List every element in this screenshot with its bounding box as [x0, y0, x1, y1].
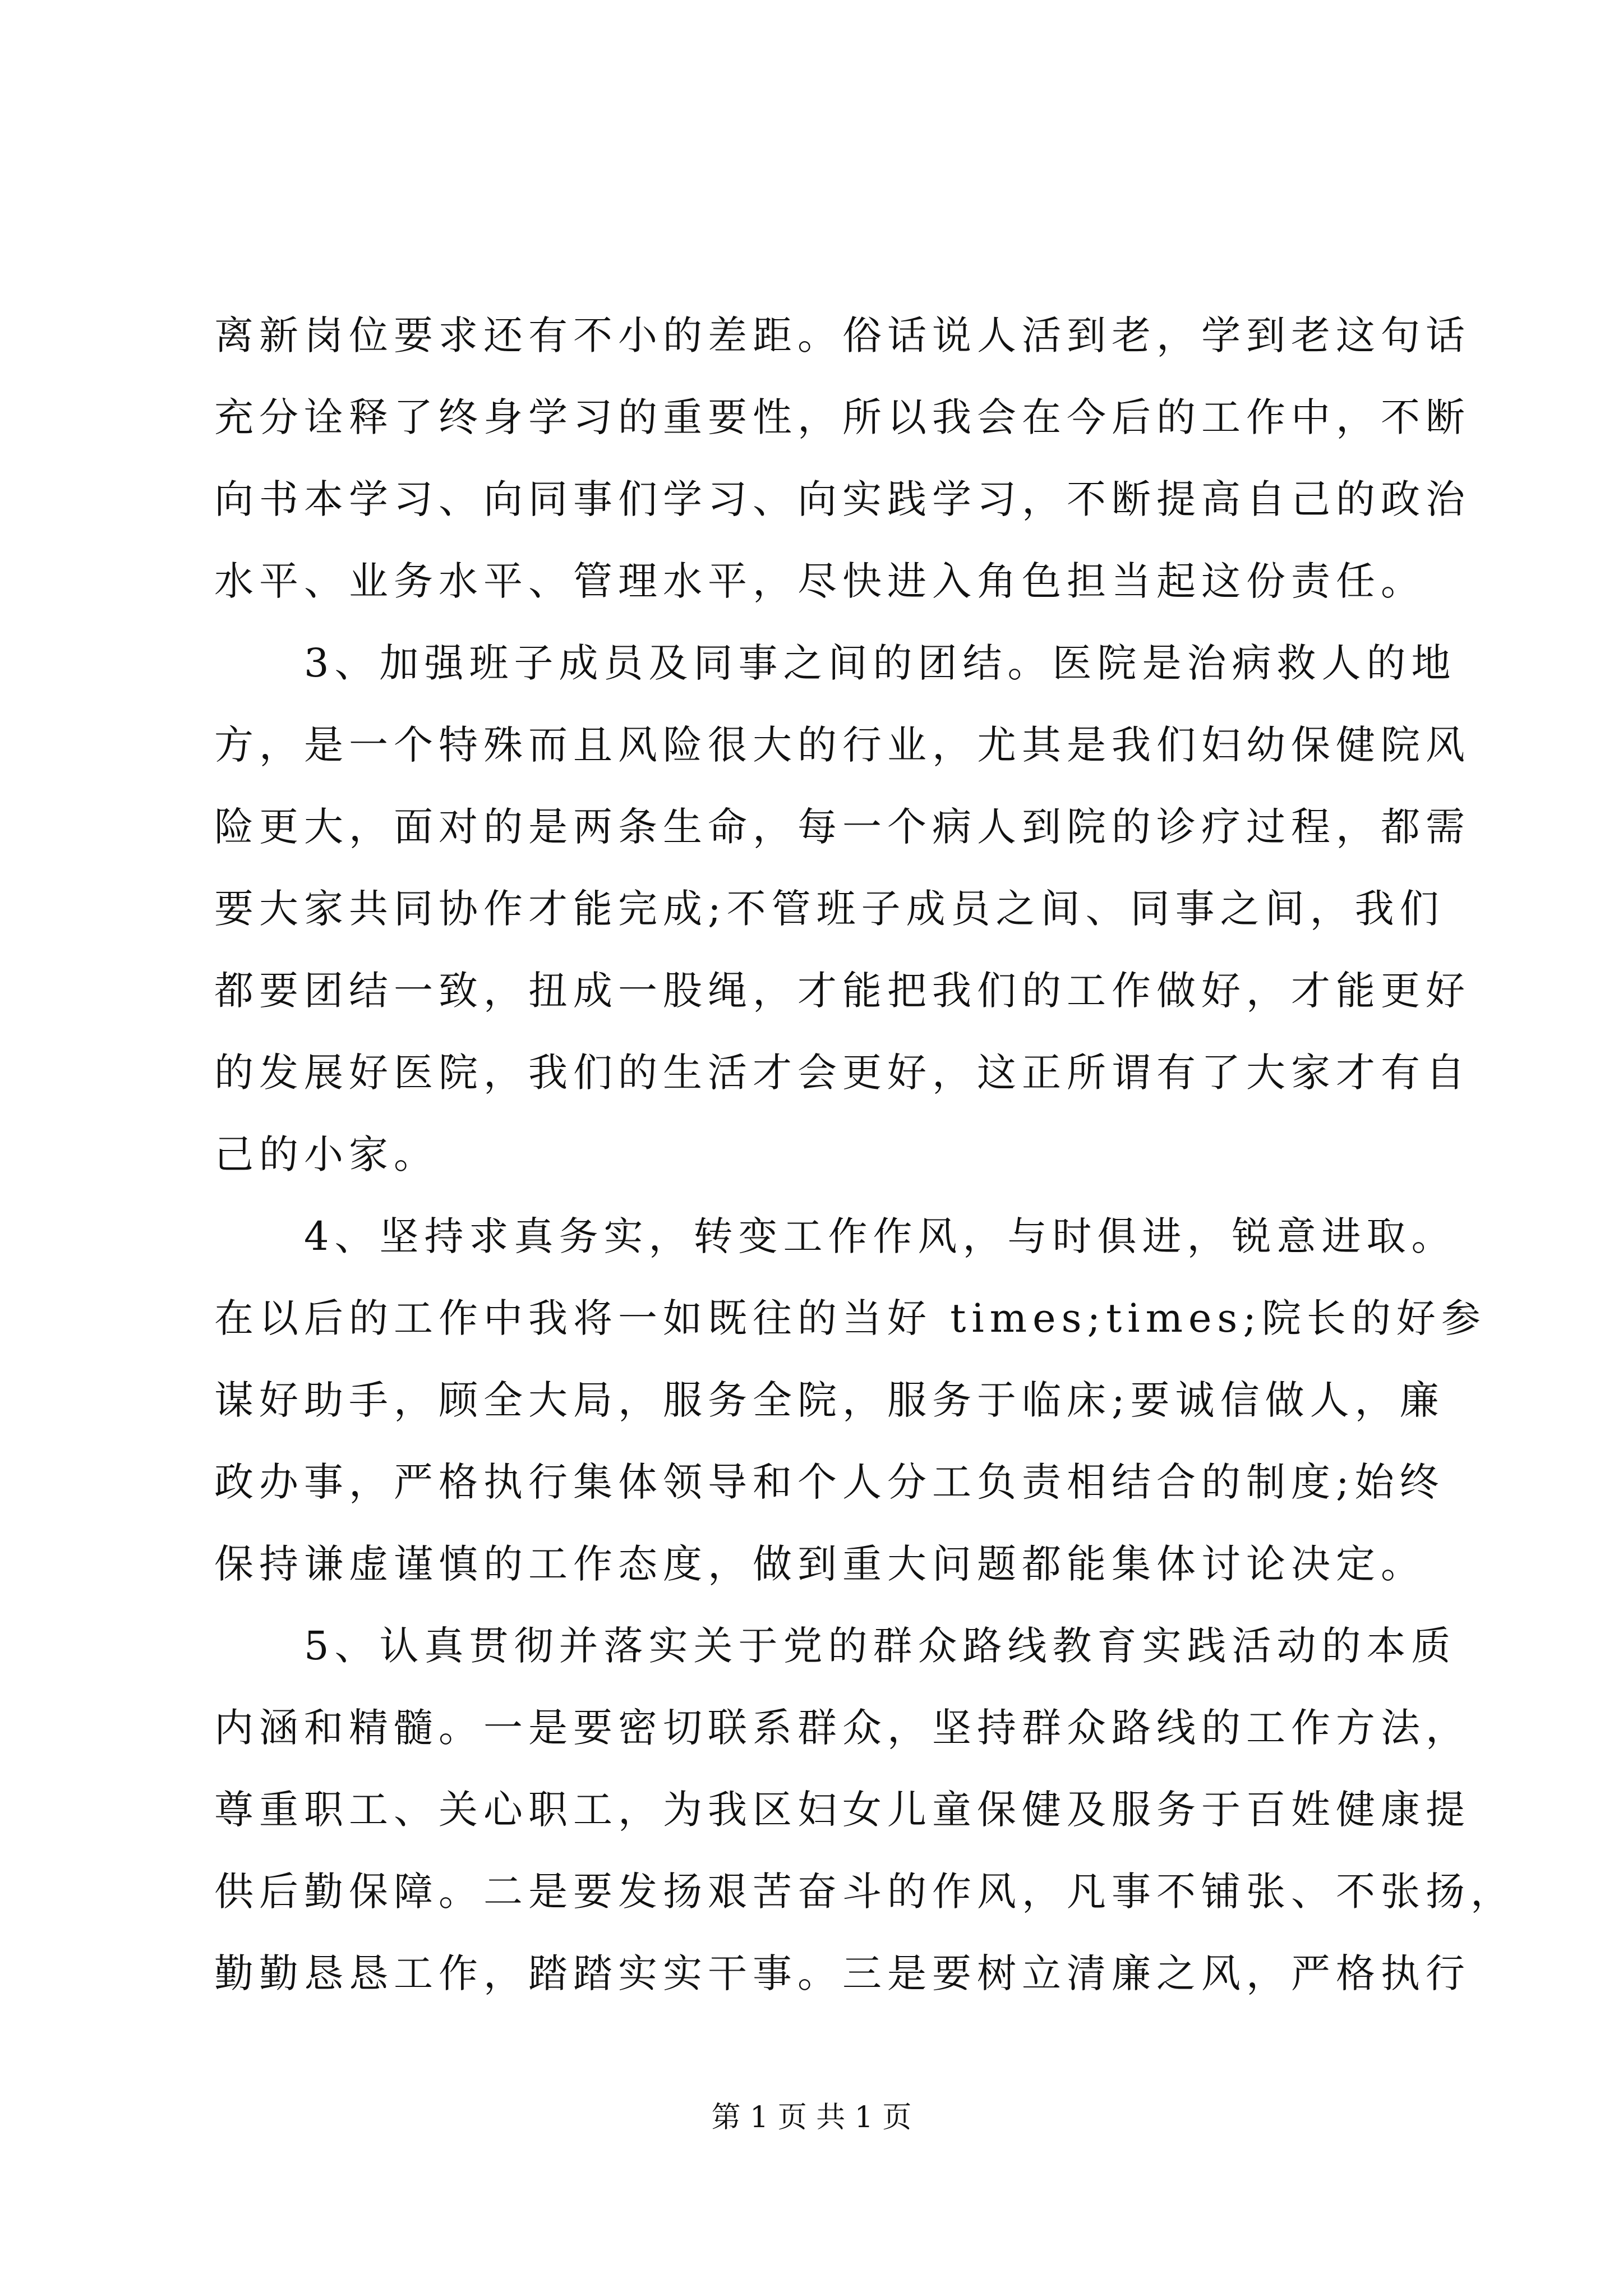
body-line: 向书本学习、向同事们学习、向实践学习，不断提高自己的政治	[214, 476, 1470, 522]
body-line: 政办事，严格执行集体领导和个人分工负责相结合的制度;始终	[214, 1459, 1445, 1505]
body-line: 都要团结一致，扭成一股绳，才能把我们的工作做好，才能更好	[214, 968, 1470, 1014]
body-line: 方，是一个特殊而且风险很大的行业，尤其是我们妇幼保健院风	[214, 722, 1470, 768]
body-line: 供后勤保障。二是要发扬艰苦奋斗的作风，凡事不铺张、不张扬，	[214, 1869, 1515, 1915]
body-line: 在以后的工作中我将一如既往的当好 times;times;院长的好参	[214, 1295, 1486, 1341]
body-line: 离新岗位要求还有不小的差距。俗话说人活到老，学到老这句话	[214, 312, 1470, 358]
body-line: 内涵和精髓。一是要密切联系群众，坚持群众路线的工作方法，	[214, 1705, 1470, 1751]
body-line: 5、认真贯彻并落实关于党的群众路线教育实践活动的本质	[214, 1623, 1456, 1669]
body-line: 尊重职工、关心职工，为我区妇女儿童保健及服务于百姓健康提	[214, 1787, 1470, 1833]
body-line: 险更大，面对的是两条生命，每一个病人到院的诊疗过程，都需	[214, 804, 1470, 850]
body-line: 3、加强班子成员及同事之间的团结。医院是治病救人的地	[214, 640, 1456, 686]
document-body	[214, 295, 1515, 2014]
body-line: 的发展好医院，我们的生活才会更好，这正所谓有了大家才有自	[214, 1050, 1470, 1096]
body-line: 谋好助手，顾全大局，服务全院，服务于临床;要诚信做人，廉	[214, 1377, 1445, 1423]
body-line: 充分诠释了终身学习的重要性，所以我会在今后的工作中，不断	[214, 394, 1470, 440]
body-line: 保持谦虚谨慎的工作态度，做到重大问题都能集体讨论决定。	[214, 1541, 1426, 1587]
body-line: 勤勤恳恳工作，踏踏实实干事。三是要树立清廉之风，严格执行	[214, 1950, 1470, 1996]
body-line: 水平、业务水平、管理水平，尽快进入角色担当起这份责任。	[214, 558, 1426, 604]
page-footer: 第 1 页 共 1 页	[711, 2101, 912, 2134]
body-line: 己的小家。	[214, 1131, 439, 1177]
body-line: 4、坚持求真务实，转变工作作风，与时俱进，锐意进取。	[214, 1213, 1456, 1259]
body-line: 要大家共同协作才能完成;不管班子成员之间、同事之间，我们	[214, 886, 1445, 932]
